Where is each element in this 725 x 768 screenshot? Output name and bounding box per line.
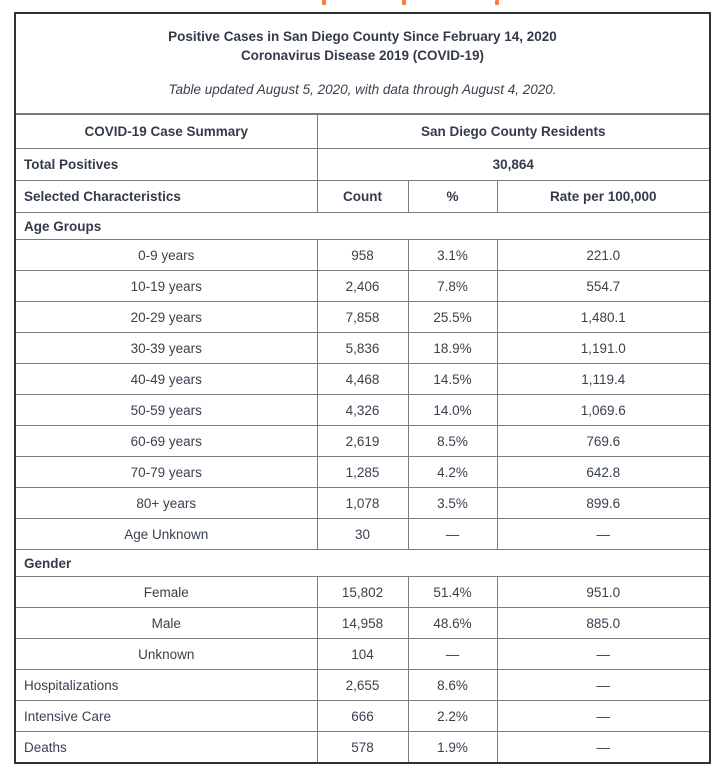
percent-cell: 14.0% [408, 395, 497, 426]
section-header-row [16, 550, 709, 577]
summary-header-row [16, 115, 709, 149]
characteristic-cell: 40-49 years [16, 364, 317, 395]
count-cell: 104 [317, 639, 408, 670]
percent-column-header: % [408, 181, 497, 213]
count-cell: 4,326 [317, 395, 408, 426]
rate-cell: 1,191.0 [497, 333, 709, 364]
rate-cell: — [497, 701, 709, 732]
characteristic-cell: 30-39 years [16, 333, 317, 364]
percent-cell: 25.5% [408, 302, 497, 333]
rate-cell: — [497, 639, 709, 670]
total-positives-label: Total Positives [16, 149, 317, 181]
table-row [16, 488, 709, 519]
table-row [16, 240, 709, 271]
count-cell: 1,285 [317, 457, 408, 488]
table-title-line1: Positive Cases in San Diego County Since February 14, 2020 [168, 29, 557, 44]
characteristic-cell: 70-79 years [16, 457, 317, 488]
count-cell: 4,468 [317, 364, 408, 395]
rate-cell: — [497, 519, 709, 550]
percent-cell: — [408, 639, 497, 670]
total-positives-value: 30,864 [317, 149, 709, 181]
count-cell: 15,802 [317, 577, 408, 608]
percent-cell: 3.5% [408, 488, 497, 519]
table-row [16, 608, 709, 639]
count-cell: 30 [317, 519, 408, 550]
section-header-label: Gender [16, 550, 709, 577]
count-cell: 7,858 [317, 302, 408, 333]
case-summary-table [16, 114, 709, 762]
rate-cell: 554.7 [497, 271, 709, 302]
rate-cell: 899.6 [497, 488, 709, 519]
section-header-row [16, 213, 709, 240]
percent-cell: 3.1% [408, 240, 497, 271]
percent-cell: 8.6% [408, 670, 497, 701]
characteristic-cell: 80+ years [16, 488, 317, 519]
characteristic-cell: Male [16, 608, 317, 639]
table-row [16, 364, 709, 395]
summary-right-header: San Diego County Residents [317, 115, 709, 149]
table-title-line2: Coronavirus Disease 2019 (COVID-19) [240, 48, 485, 63]
percent-cell: — [408, 519, 497, 550]
characteristic-cell: Female [16, 577, 317, 608]
count-cell: 1,078 [317, 488, 408, 519]
rate-cell: 642.8 [497, 457, 709, 488]
clipped-heading-descender [495, 0, 499, 5]
rate-cell: — [497, 732, 709, 763]
percent-cell: 51.4% [408, 577, 497, 608]
rate-cell: — [497, 670, 709, 701]
characteristic-cell: Deaths [16, 732, 317, 763]
percent-cell: 1.9% [408, 732, 497, 763]
rate-cell: 769.6 [497, 426, 709, 457]
table-row [16, 639, 709, 670]
characteristic-cell: 60-69 years [16, 426, 317, 457]
table-row [16, 395, 709, 426]
count-cell: 578 [317, 732, 408, 763]
percent-cell: 14.5% [408, 364, 497, 395]
rate-cell: 221.0 [497, 240, 709, 271]
count-cell: 2,619 [317, 426, 408, 457]
count-cell: 5,836 [317, 333, 408, 364]
clipped-heading-descender [402, 0, 406, 5]
table-row [16, 333, 709, 364]
rate-cell: 1,069.6 [497, 395, 709, 426]
percent-cell: 48.6% [408, 608, 497, 639]
rate-cell: 1,119.4 [497, 364, 709, 395]
percent-cell: 7.8% [408, 271, 497, 302]
count-cell: 2,655 [317, 670, 408, 701]
characteristic-cell: 20-29 years [16, 302, 317, 333]
rate-column-header: Rate per 100,000 [497, 181, 709, 213]
characteristic-cell: Hospitalizations [16, 670, 317, 701]
characteristic-cell: 10-19 years [16, 271, 317, 302]
percent-cell: 18.9% [408, 333, 497, 364]
table-row [16, 701, 709, 732]
column-header-row [16, 181, 709, 213]
total-positives-row [16, 149, 709, 181]
table-title-block [16, 14, 709, 114]
covid-case-summary-table [14, 12, 711, 764]
characteristics-column-header: Selected Characteristics [16, 181, 317, 213]
table-row [16, 519, 709, 550]
percent-cell: 2.2% [408, 701, 497, 732]
characteristic-cell: Age Unknown [16, 519, 317, 550]
table-row [16, 302, 709, 333]
count-column-header: Count [317, 181, 408, 213]
characteristic-cell: Intensive Care [16, 701, 317, 732]
percent-cell: 8.5% [408, 426, 497, 457]
characteristic-cell: 0-9 years [16, 240, 317, 271]
summary-left-header: COVID-19 Case Summary [16, 115, 317, 149]
table-updated-note: Table updated August 5, 2020, with data through August 4, 2020. [168, 82, 557, 97]
table-row [16, 426, 709, 457]
table-row [16, 457, 709, 488]
count-cell: 958 [317, 240, 408, 271]
characteristic-cell: 50-59 years [16, 395, 317, 426]
count-cell: 2,406 [317, 271, 408, 302]
table-row [16, 670, 709, 701]
rate-cell: 885.0 [497, 608, 709, 639]
percent-cell: 4.2% [408, 457, 497, 488]
section-header-label: Age Groups [16, 213, 709, 240]
table-row [16, 732, 709, 763]
characteristic-cell: Unknown [16, 639, 317, 670]
table-row [16, 577, 709, 608]
table-row [16, 271, 709, 302]
count-cell: 14,958 [317, 608, 408, 639]
rate-cell: 1,480.1 [497, 302, 709, 333]
rate-cell: 951.0 [497, 577, 709, 608]
clipped-heading-descender [322, 0, 326, 5]
count-cell: 666 [317, 701, 408, 732]
